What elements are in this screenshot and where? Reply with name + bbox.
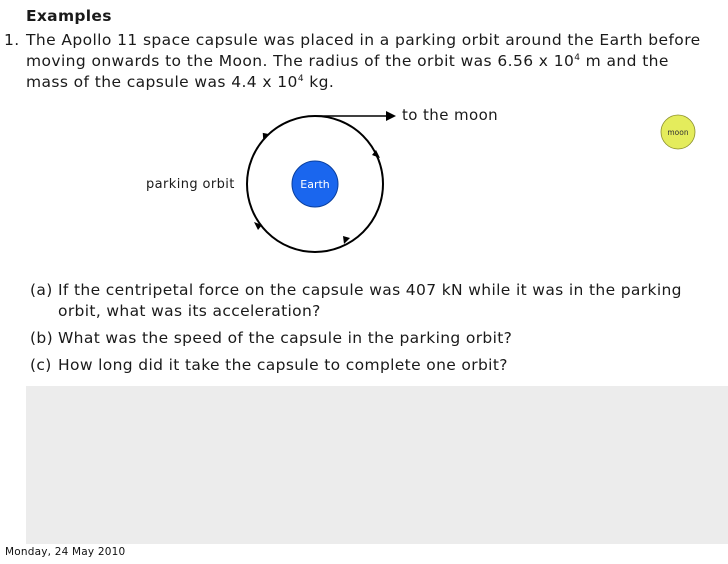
problem-line-2: moving onwards to the Moon. The radius of the orbit was 6.56 x $10^4$ m and the xyxy=(26,52,669,70)
to-moon-label: to the moon xyxy=(402,106,499,124)
orbit-diagram xyxy=(0,98,728,268)
answer-area xyxy=(26,386,728,544)
examples-heading: Examples xyxy=(26,7,112,25)
question-text: If the centripetal force on the capsule was 407 kN while it was in the parking xyxy=(58,281,682,299)
question-label: (a) xyxy=(30,281,53,299)
orbit-arrow-icon xyxy=(372,150,380,158)
footer-date: Monday, 24 May 2010 xyxy=(5,546,126,558)
question-text: orbit, what was its acceleration? xyxy=(58,302,321,320)
question-label: (c) xyxy=(30,356,52,374)
question-text: How long did it take the capsule to complete one orbit? xyxy=(58,356,508,374)
earth-label: Earth xyxy=(300,178,330,191)
problem-statement xyxy=(4,30,719,93)
moon-label: moon xyxy=(667,128,689,137)
question-a xyxy=(30,280,682,322)
question-label: (b) xyxy=(30,329,53,347)
parking-orbit-label: parking orbit xyxy=(146,177,235,192)
problem-line-3: mass of the capsule was 4.4 x $10^4$ kg. xyxy=(26,73,335,91)
question-b xyxy=(30,328,512,349)
departure-arrow-icon xyxy=(386,111,396,121)
question-c xyxy=(30,355,508,376)
problem-number: 1. xyxy=(4,31,20,49)
orbit-arrow-icon xyxy=(254,222,262,230)
problem-line-1: The Apollo 11 space capsule was placed in a parking orbit around the Earth before xyxy=(26,31,701,49)
question-text: What was the speed of the capsule in the parking orbit? xyxy=(58,329,513,347)
